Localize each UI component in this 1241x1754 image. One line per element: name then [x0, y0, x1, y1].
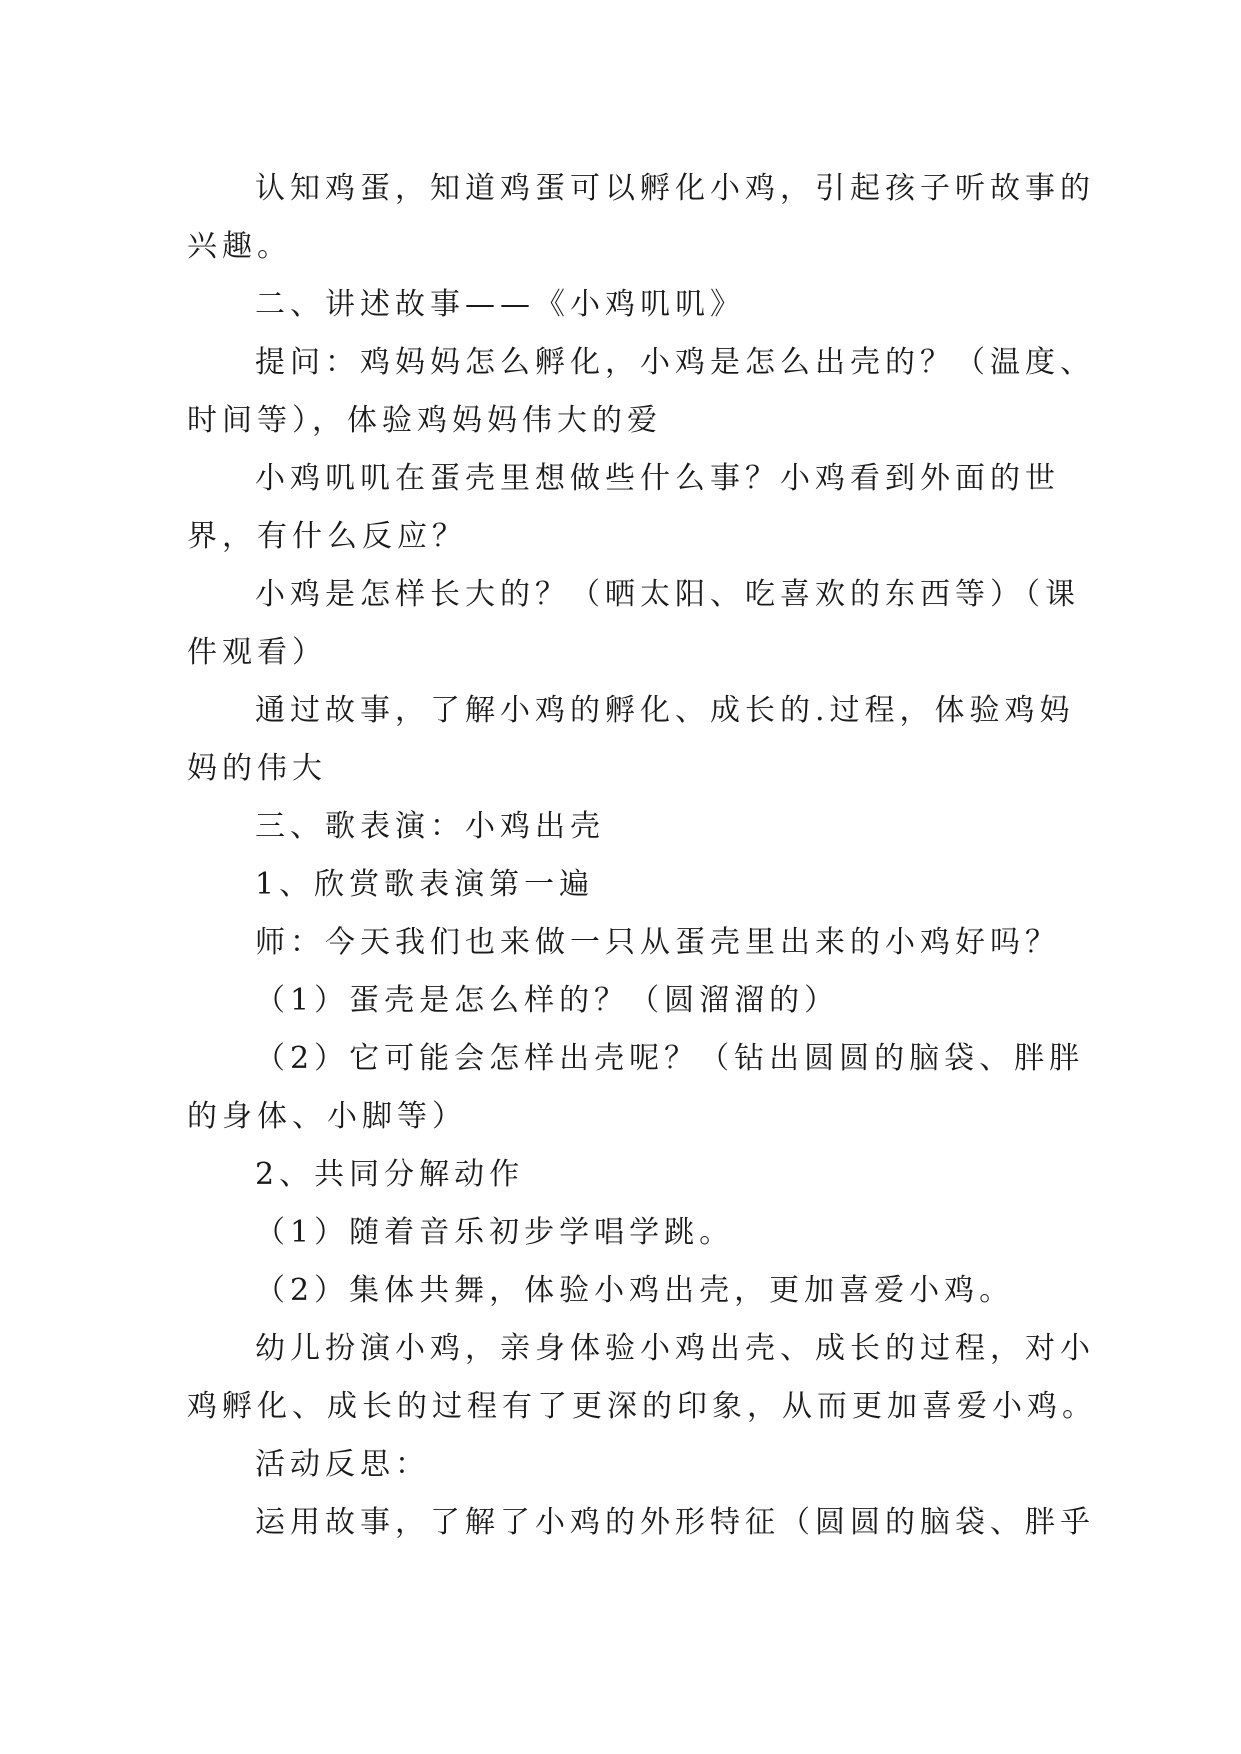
paragraph-line: 件观看）	[187, 635, 327, 670]
paragraph-line: 运用故事，了解了小鸡的外形特征（圆圆的脑袋、胖乎	[255, 1505, 1095, 1540]
list-item: 1、欣赏歌表演第一遍	[255, 867, 595, 902]
paragraph-line: 小鸡叽叽在蛋壳里想做些什么事？小鸡看到外面的世	[255, 461, 1060, 496]
list-item: （2）集体共舞，体验小鸡出壳，更加喜爱小鸡。	[255, 1273, 1015, 1308]
paragraph-line: 鸡孵化、成长的过程有了更深的印象，从而更加喜爱小鸡。	[187, 1389, 1097, 1424]
list-item: （1）蛋壳是怎么样的？（圆溜溜的）	[255, 983, 840, 1018]
section-heading: 二、讲述故事——《小鸡叽叽》	[255, 287, 745, 322]
paragraph-line: 幼儿扮演小鸡，亲身体验小鸡出壳、成长的过程，对小	[255, 1331, 1095, 1366]
paragraph-line: 兴趣。	[187, 229, 292, 264]
list-item: （1）随着音乐初步学唱学跳。	[255, 1215, 735, 1250]
list-item: （2）它可能会怎样出壳呢？（钻出圆圆的脑袋、胖胖	[255, 1041, 1085, 1076]
list-item: 2、共同分解动作	[255, 1157, 525, 1192]
paragraph-line: 小鸡是怎样长大的？（晒太阳、吃喜欢的东西等）（课	[255, 577, 1080, 612]
paragraph-line: 妈的伟大	[187, 751, 327, 786]
paragraph-line: 时间等），体验鸡妈妈伟大的爱	[187, 403, 662, 438]
document-body	[187, 160, 1097, 1552]
paragraph-line: 通过故事，了解小鸡的孵化、成长的.过程，体验鸡妈	[255, 693, 1075, 728]
paragraph-line: 提问：鸡妈妈怎么孵化，小鸡是怎么出壳的？（温度、	[255, 345, 1095, 380]
section-heading: 活动反思：	[255, 1447, 430, 1482]
section-heading: 三、歌表演：小鸡出壳	[255, 809, 605, 844]
paragraph-line: 的身体、小脚等）	[187, 1099, 467, 1134]
paragraph-line: 界，有什么反应？	[187, 519, 467, 554]
paragraph-line: 认知鸡蛋，知道鸡蛋可以孵化小鸡，引起孩子听故事的	[255, 171, 1095, 206]
paragraph-line: 师：今天我们也来做一只从蛋壳里出来的小鸡好吗？	[255, 925, 1060, 960]
